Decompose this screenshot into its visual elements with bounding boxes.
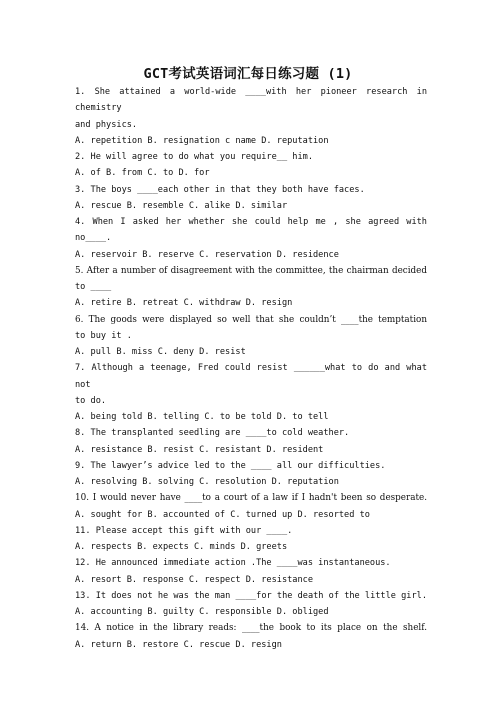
question-text-line: 10. I would never have ____to a court of a law if I hadn't been so desperate. <box>75 493 427 504</box>
question-text-line: 3. The boys ____each other in that they both have faces. <box>75 184 365 195</box>
question-list <box>75 84 427 653</box>
answer-options-line: A. retire B. retreat C. withdraw D. resign <box>75 298 293 309</box>
answer-options-line: A. respects B. expects C. minds D. greets <box>75 542 288 552</box>
answer-options-line: A. resistance B. resist C. resistant D. resident <box>75 444 324 455</box>
answer-options-line: A. sought for B. accounted of C. turned up D. resorted to <box>75 509 370 520</box>
question-text-line: to buy it . <box>75 330 132 341</box>
answer-options-line: A. repetition B. resignation c name D. reputation <box>75 135 329 146</box>
answer-options-line: A. being told B. telling C. to be told D. to tell <box>75 412 329 422</box>
answer-options-line: A. resort B. response C. respect D. resistance <box>75 574 313 585</box>
answer-options-line: A. pull B. miss C. deny D. resist <box>75 347 246 357</box>
page-title: GCT考试英语词汇每日练习题 (1) <box>143 66 353 82</box>
question-text-line: 5. After a number of disagreement with the committee, the chairman decided <box>75 265 427 276</box>
answer-options-line: A. of B. from C. to D. for <box>75 168 210 179</box>
answer-options-line: A. resolving B. solving C. resolution D. reputation <box>75 477 339 487</box>
question-text-line: 12. He announced immediate action .The ____was instantaneous. <box>75 558 391 569</box>
question-text-line: to ____ <box>75 282 112 292</box>
question-text-line: 11. Please accept this gift with our ____. <box>75 525 293 536</box>
question-text-line: 8. The transplanted seedling are ____to cold weather. <box>75 428 350 439</box>
question-text-line: and physics. <box>75 119 138 130</box>
question-text-line: 6. The goods were displayed so well that she couldn’t ____the temptation <box>75 314 427 325</box>
answer-options-line: A. return B. restore C. rescue D. resign <box>75 639 282 650</box>
question-text-line: 14. A notice in the library reads: ____the book to its place on the shelf. <box>75 623 427 634</box>
answer-options-line: A. rescue B. resemble C. alike D. similar <box>75 200 288 211</box>
question-text-line: 7. Although a teenage, Fred could resist ______what to do and what not <box>75 363 427 390</box>
answer-options-line: A. reservoir B. reserve C. reservation D. residence <box>75 249 339 260</box>
question-text-line: 13. It does not he was the man ____for the death of the little girl. <box>75 590 427 601</box>
answer-options-line: A. accounting B. guilty C. responsible D. obliged <box>75 607 329 617</box>
question-text-line: to do. <box>75 395 107 406</box>
question-text-line: 4. When I asked her whether she could help me , she agreed with no____. <box>75 217 427 244</box>
question-text-line: 2. He will agree to do what you require__ him. <box>75 152 313 162</box>
question-text-line: 9. The lawyer’s advice led to the ____ all our difficulties. <box>75 460 386 471</box>
question-text-line: 1. She attained a world-wide ____with her pioneer research in chemistry <box>75 87 427 114</box>
